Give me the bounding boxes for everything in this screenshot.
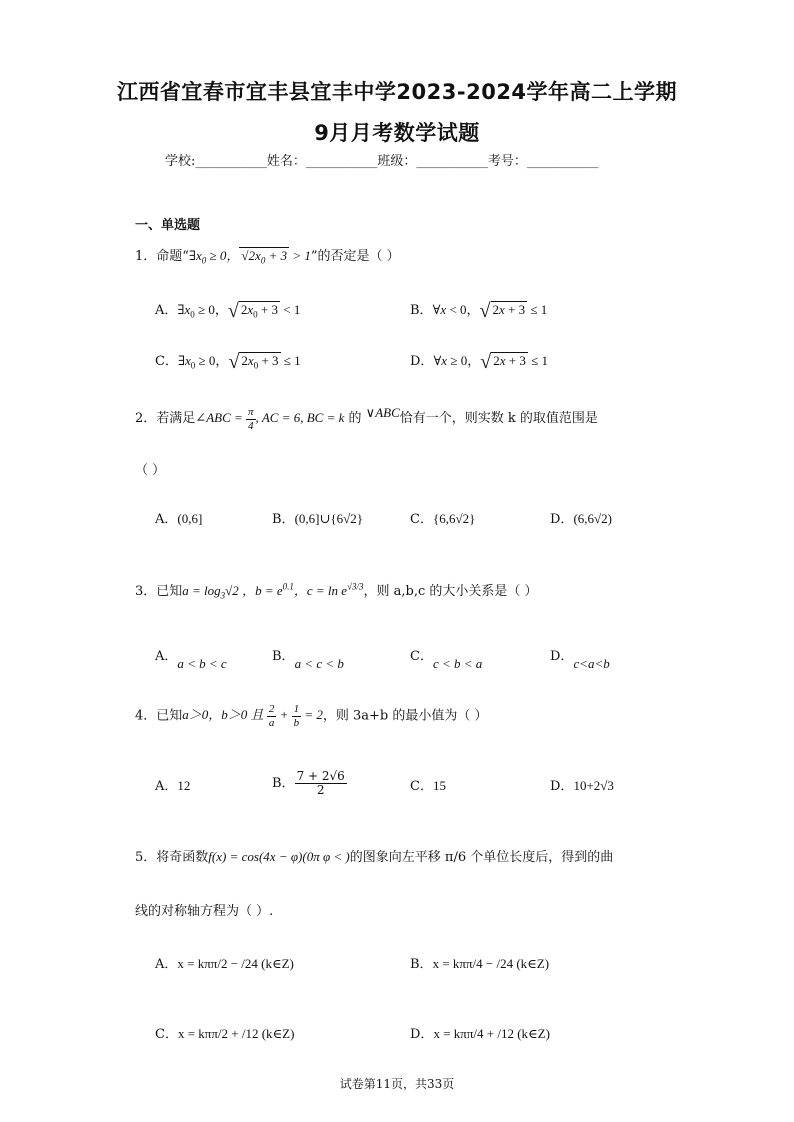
question-3-stem: 3．已知$a = \log_3√2$ ，$b = e^{0.1}$，$c = \ln e^{√3/3}$，则 a,b,c 的大小关系是（ ） — [135, 581, 538, 601]
question-5-option-a[interactable]: A．x = kππ/2 − /24 (k∈Z) — [155, 956, 294, 972]
student-info-fields: 学校:___________姓名：___________班级：___________考号：___________ — [165, 154, 599, 169]
question-3-option-d[interactable]: D．c<a<b — [550, 649, 610, 671]
question-1-stem: 1．命题“$\exists x_0 \ge 0$， $√2x_0 + 3 > 1$”的否定是（ ） — [135, 248, 400, 266]
question-2-option-b[interactable]: B．(0,6]∪{6√2} — [272, 511, 363, 527]
question-2-stem-line-2: （ ） — [135, 463, 166, 478]
title-line-2: 9月月考数学试题 — [314, 121, 480, 145]
question-1-math: $\exists x_0 \ge 0$， $√2x_0 + 3 > 1$ — [188, 248, 311, 266]
question-5-option-b[interactable]: B．x = kππ/4 − /24 (k∈Z) — [410, 956, 550, 972]
question-4-option-c[interactable]: C．15 — [410, 778, 446, 794]
question-3-option-a[interactable]: A．a < b < c — [155, 649, 227, 671]
question-2-option-c[interactable]: C．{6,6√2} — [410, 511, 476, 527]
question-5-option-d[interactable]: D．x = kππ/4 + /12 (k∈Z) — [410, 1026, 550, 1042]
question-4-stem: 4．已知a＞0，b＞0 且 $\frac{2}{a}$ + $\frac{1}{b}$ = 2，则 3a+b 的最小值为（ ） — [135, 703, 488, 729]
question-5-option-c[interactable]: C．x = kππ/2 + /12 (k∈Z) — [155, 1026, 295, 1042]
question-3-option-b[interactable]: B．a < c < b — [272, 649, 344, 671]
title-line-1: 江西省宜春市宜丰县宜丰中学2023-2024学年高二上学期 — [116, 80, 678, 104]
question-2-stem: 2．若满足∠ABC = $\frac{\pi}{4}$ , AC = 6, BC = k 的 ∨ABC恰有一个，则实数 k 的取值范围是 — [135, 405, 598, 432]
question-1-option-c[interactable]: C．$\exists x_0 \ge 0$，√ $2x_0 + 3 \le 1$ — [155, 351, 301, 373]
question-3-option-c[interactable]: C．c < b < a — [410, 649, 483, 671]
question-5-stem: 5．将奇函数f(x) = cos(4x − φ)(0π φ < )的图象向左平移 π/6 个单位长度后，得到的曲 — [135, 849, 614, 865]
question-4-option-a[interactable]: A．12 — [155, 778, 191, 794]
question-4-option-d[interactable]: D．10+2√3 — [550, 778, 614, 794]
question-1-option-b[interactable]: B．∀x < 0，√ 2x + 3 ≤ 1 — [410, 300, 548, 322]
question-5-stem-line-2: 线的对称轴方程为（ ）. — [135, 904, 274, 919]
section-title: 一、单选题 — [135, 218, 201, 233]
page-footer: 试卷第11页，共33页 — [339, 1077, 455, 1091]
question-4-option-b[interactable]: B． $\frac{7 + 2√6}{2}$ — [272, 769, 345, 797]
question-1-option-d[interactable]: D．∀x ≥ 0，√ 2x + 3 ≤ 1 — [410, 351, 548, 373]
question-2-option-a[interactable]: A．(0,6] — [155, 511, 203, 527]
question-2-option-d[interactable]: D．(6,6√2) — [550, 511, 612, 527]
question-1-option-a[interactable]: A．$\exists x_0 \ge 0$，√ $2x_0 + 3 < 1$ — [155, 300, 301, 322]
